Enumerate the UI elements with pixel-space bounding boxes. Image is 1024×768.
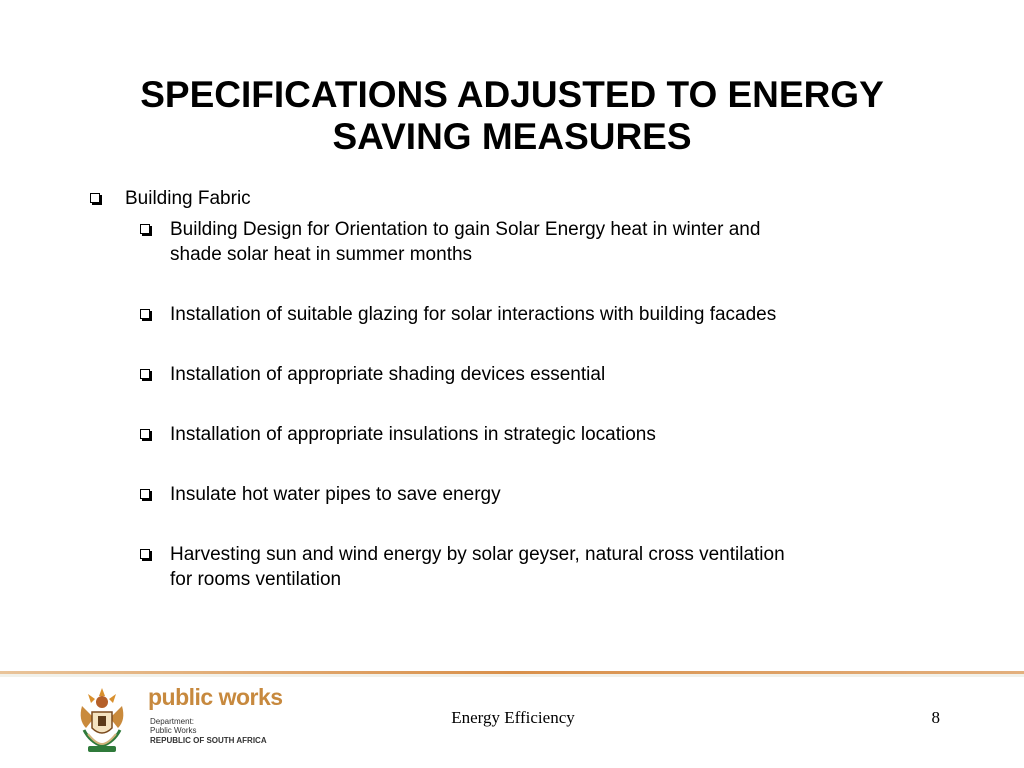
logo-department-label: Department:	[150, 717, 195, 726]
hollow-square-bullet-icon	[140, 489, 150, 499]
list-item-line-1: Installation of appropriate shading devices essential	[170, 364, 606, 385]
hollow-square-bullet-icon	[140, 549, 150, 559]
slide-content	[88, 186, 938, 627]
list-item	[88, 542, 938, 592]
title-line-2: SAVING MEASURES	[332, 116, 692, 157]
list-item-line-1: Building Design for Orientation to gain Solar Energy heat in winter and	[170, 219, 761, 240]
bullet-building-fabric	[88, 186, 938, 211]
list-item	[88, 302, 938, 327]
list-item	[88, 362, 938, 387]
list-item-line-2: shade solar heat in summer months	[170, 244, 473, 265]
slide-title	[60, 74, 964, 158]
hollow-square-bullet-icon	[140, 429, 150, 439]
hollow-square-bullet-icon	[90, 193, 100, 203]
logo-brand-text: public works	[148, 684, 283, 710]
hollow-square-bullet-icon	[140, 224, 150, 234]
footer-title	[0, 708, 1024, 728]
list-item-line-1: Installation of suitable glazing for solar interactions with building facades	[170, 304, 777, 325]
list-item	[88, 217, 938, 267]
logo-department-name: Public Works	[150, 726, 197, 735]
sub-bullet-list	[88, 217, 938, 592]
hollow-square-bullet-icon	[140, 309, 150, 319]
bullet-label: Building Fabric	[125, 188, 251, 209]
list-item-line-1: Insulate hot water pipes to save energy	[170, 484, 501, 505]
list-item-line-2: for rooms ventilation	[170, 569, 342, 590]
footer-divider-shadow	[0, 674, 1024, 677]
list-item-line-1: Installation of appropriate insulations in strategic locations	[170, 424, 656, 445]
title-line-1: SPECIFICATIONS ADJUSTED TO ENERGY	[140, 74, 884, 115]
list-item	[88, 482, 938, 507]
list-item-line-1: Harvesting sun and wind energy by solar geyser, natural cross ventilation	[170, 544, 785, 565]
logo-country: REPUBLIC OF SOUTH AFRICA	[150, 736, 267, 745]
hollow-square-bullet-icon	[140, 369, 150, 379]
footer-title-text: Energy Efficiency	[451, 708, 575, 727]
list-item	[88, 422, 938, 447]
page-number: 8	[931, 708, 940, 727]
